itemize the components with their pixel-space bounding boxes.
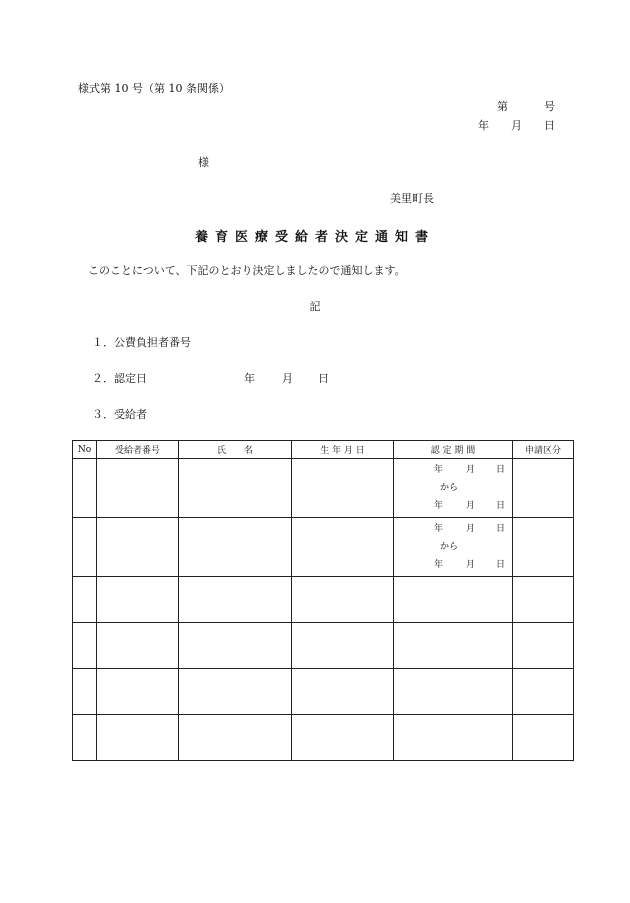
document-number-line	[497, 98, 555, 114]
cell-recipient-number	[97, 623, 179, 669]
col-header-no: No	[73, 441, 97, 459]
dai-label: 第	[497, 100, 508, 113]
cell-recipient-number	[97, 715, 179, 761]
cell-recipient-number	[97, 459, 179, 518]
cell-birthdate	[292, 459, 394, 518]
cell-period	[394, 623, 513, 669]
table-row	[73, 669, 574, 715]
table-row	[73, 577, 574, 623]
col-header-name: 氏 名	[179, 441, 292, 459]
gou-label: 号	[544, 100, 555, 113]
col-header-period: 認 定 期 間	[394, 441, 513, 459]
ki-heading: 記	[309, 300, 321, 313]
addressee-honorific: 様	[198, 156, 209, 169]
year-label: 年	[478, 119, 489, 132]
period-end: 年 月 日	[434, 560, 506, 570]
table-row	[73, 459, 574, 518]
cell-birthdate	[292, 715, 394, 761]
form-number: 様式第 10 号（第 10 条関係）	[78, 82, 230, 95]
day-label: 日	[544, 119, 555, 132]
cell-no	[73, 669, 97, 715]
cell-application-type	[513, 623, 574, 669]
item-recipients: ３．受給者	[92, 408, 147, 421]
cell-no	[73, 577, 97, 623]
cert-year-label: 年	[244, 372, 255, 385]
cell-birthdate	[292, 577, 394, 623]
table-header-row	[73, 441, 574, 459]
cell-birthdate	[292, 669, 394, 715]
period-start: 年 月 日	[434, 465, 506, 475]
item-public-burden-number: １．公費負担者番号	[92, 336, 191, 349]
issue-date-line	[478, 117, 555, 133]
period-from-label: から	[440, 542, 459, 552]
intro-text: このことについて、下記のとおり決定しましたので通知します。	[88, 264, 406, 277]
table-row	[73, 623, 574, 669]
cell-period	[394, 518, 513, 577]
cell-no	[73, 518, 97, 577]
cell-application-type	[513, 459, 574, 518]
col-header-application-type: 申請区分	[513, 441, 574, 459]
cert-month-label: 月	[282, 372, 293, 385]
cell-application-type	[513, 518, 574, 577]
table-row	[73, 715, 574, 761]
table-row	[73, 518, 574, 577]
cell-no	[73, 459, 97, 518]
cell-period	[394, 715, 513, 761]
col-header-birthdate: 生 年 月 日	[292, 441, 394, 459]
cell-birthdate	[292, 623, 394, 669]
cell-name	[179, 518, 292, 577]
period-end: 年 月 日	[434, 501, 506, 511]
cell-no	[73, 715, 97, 761]
cell-recipient-number	[97, 518, 179, 577]
period-from-label: から	[440, 483, 459, 493]
cell-application-type	[513, 715, 574, 761]
col-header-recipient-number: 受給者番号	[97, 441, 179, 459]
cell-name	[179, 577, 292, 623]
document-title: 養育医療受給者決定通知書	[194, 230, 435, 245]
cell-no	[73, 623, 97, 669]
cell-period	[394, 577, 513, 623]
recipient-table	[72, 440, 574, 761]
cell-name	[179, 623, 292, 669]
cell-recipient-number	[97, 577, 179, 623]
month-label: 月	[511, 119, 522, 132]
item-certification-date: ２．認定日	[92, 372, 147, 385]
cell-name	[179, 669, 292, 715]
cell-name	[179, 459, 292, 518]
cell-recipient-number	[97, 669, 179, 715]
sender-name: 美里町長	[390, 192, 434, 205]
period-start: 年 月 日	[434, 524, 506, 534]
cell-application-type	[513, 577, 574, 623]
cell-application-type	[513, 669, 574, 715]
cell-name	[179, 715, 292, 761]
cell-birthdate	[292, 518, 394, 577]
cert-day-label: 日	[318, 372, 329, 385]
cell-period	[394, 669, 513, 715]
cell-period	[394, 459, 513, 518]
